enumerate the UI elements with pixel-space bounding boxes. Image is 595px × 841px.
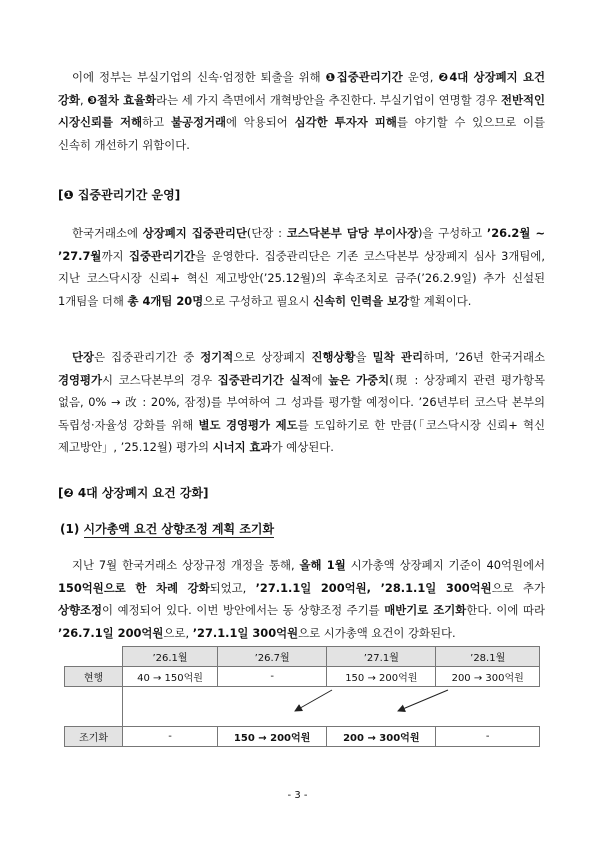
section-1-heading: [❶ 집중관리기간 운영] bbox=[58, 188, 181, 202]
table-header-row bbox=[65, 647, 540, 667]
table-row-label: 현행 bbox=[65, 667, 123, 687]
table-gap-cell bbox=[327, 687, 436, 727]
table-header-cell: ’26.1월 bbox=[123, 647, 218, 667]
paragraph-management-group: 한국거래소에 상장폐지 집중관리단(단장 : 코스닥본부 담당 부이사장)을 구성하고 ’26.2월 ~ ’27.7월까지 집중관리기간을 운영한다. 집중관리단은 기존 코스닥본부 상장폐지 심사 3개팀에, 지난 코스닥시장 신뢰+ 혁신 제고방안(’25.12월)의 후속조치로 금주(’26.2.9일) 추가 신설된 1개팀을 더해 총 4개팀 20명으로 구성하고 필요시 신속히 인력을 보강할 계획이다. bbox=[58, 226, 545, 308]
table-cell: - bbox=[436, 727, 540, 747]
section-2-heading: [❷ 4대 상장폐지 요건 강화] bbox=[58, 486, 209, 500]
table-row-accelerated bbox=[65, 727, 540, 747]
table-gap-row bbox=[65, 687, 540, 727]
table-cell: 150 → 200억원 bbox=[327, 667, 436, 687]
subsection-heading bbox=[60, 520, 274, 537]
table-gap-cell bbox=[65, 687, 123, 727]
table-gap-cell bbox=[218, 687, 327, 727]
subsection-number: (1) bbox=[60, 522, 80, 536]
table-gap-cell bbox=[123, 687, 218, 727]
table-header-cell: ’26.7월 bbox=[218, 647, 327, 667]
table-cell: 150 → 200억원 bbox=[218, 727, 327, 747]
table-gap-cell bbox=[436, 687, 540, 727]
intro-paragraph: 이에 정부는 부실기업의 신속·엄정한 퇴출을 위해 ❶집중관리기간 운영, ❷4대 상장폐지 요건 강화, ❸절차 효율화라는 세 가지 측면에서 개혁방안을 추진한다. 부실기업이 연명할 경우 전반적인 시장신뢰를 저해하고 불공정거래에 악용되어 심각한 투자자 피해를 야기할 수 있으므로 이를 신속히 개선하기 위함이다. bbox=[58, 70, 546, 152]
table-header-cell: ’28.1월 bbox=[436, 647, 540, 667]
table-row-label: 조기화 bbox=[65, 727, 123, 747]
market-cap-timeline-table bbox=[64, 646, 540, 747]
subsection-title: 시가총액 요건 상향조정 계획 조기화 bbox=[83, 522, 275, 536]
table-cell: - bbox=[123, 727, 218, 747]
paragraph-market-cap: 지난 7월 한국거래소 상장규정 개정을 통해, 올해 1월 시가총액 상장폐지 기준이 40억원에서 150억원으로 한 차례 강화되었고, ’27.1.1일 200억원, ’28.1.1일 300억원으로 추가 상향조정이 예정되어 있다. 이번 방안에서는 동 상향조정 주기를 매반기로 조기화한다. 이에 따라 ’26.7.1일 200억원으로, ’27.1.1일 300억원으로 시가총액 요건이 강화된다. bbox=[58, 558, 546, 640]
table-row-current bbox=[65, 667, 540, 687]
table-corner-cell bbox=[65, 647, 123, 667]
table-header-cell: ’27.1월 bbox=[327, 647, 436, 667]
table-cell: 200 → 300억원 bbox=[436, 667, 540, 687]
table-cell: - bbox=[218, 667, 327, 687]
table-cell: 40 → 150억원 bbox=[123, 667, 218, 687]
paragraph-director-evaluation: 단장은 집중관리기간 중 정기적으로 상장폐지 진행상황을 밀착 관리하며, ’26년 한국거래소 경영평가시 코스닥본부의 경우 집중관리기간 실적에 높은 가중치(現 : 상장폐지 관련 평가항목 없음, 0% → 改 : 20%, 잠정)를 부여하여 그 성과를 평가할 예정이다. ’26년부터 코스닥 본부의 독립성·자율성 강화를 위해 별도 경영평가 제도를 도입하기로 한 만큼(「코스닥시장 신뢰+ 혁신 제고방안」, ’25.12월) 평가의 시너지 효과가 예상된다. bbox=[58, 350, 546, 455]
page-number: - 3 - bbox=[287, 790, 308, 801]
table-cell: 200 → 300억원 bbox=[327, 727, 436, 747]
